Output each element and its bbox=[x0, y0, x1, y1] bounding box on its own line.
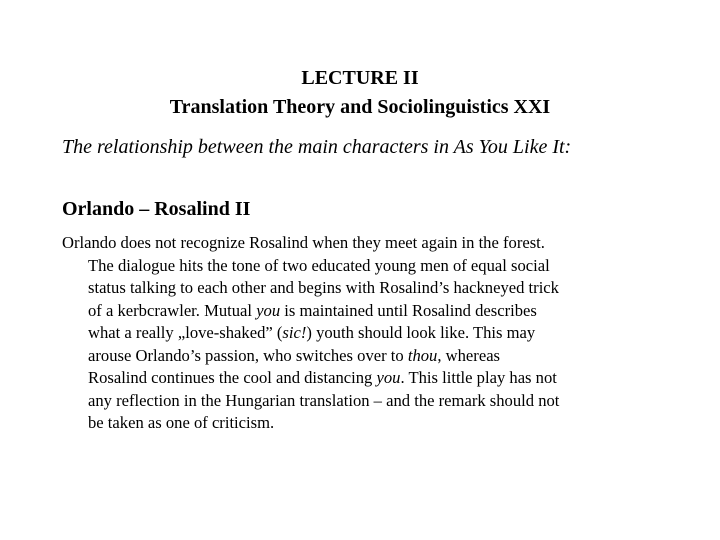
body-line-1: Orlando does not recognize Rosalind when they meet again in the forest. bbox=[62, 233, 545, 252]
slide-subtitle: The relationship between the main characters in As You Like It: bbox=[62, 136, 572, 158]
body-line-7-emphasis: you bbox=[376, 368, 401, 387]
body-line-5-text-a: what a really „love-shaked” ( bbox=[88, 323, 283, 342]
body-line-5-emphasis: sic! bbox=[282, 323, 307, 342]
body-line-8: any reflection in the Hungarian translation – and the remark should not bbox=[88, 390, 560, 410]
slide-title bbox=[60, 64, 660, 122]
body-line-7-text-a: Rosalind continues the cool and distancing bbox=[88, 368, 377, 387]
body-line-2: The dialogue hits the tone of two educated young men of equal social bbox=[88, 255, 550, 275]
body-line-6-text-b: , whereas bbox=[437, 345, 501, 365]
body-paragraph bbox=[62, 232, 674, 435]
title-line-2: Translation Theory and Sociolinguistics XXI bbox=[169, 96, 551, 118]
title-line-1: LECTURE II bbox=[301, 67, 419, 89]
body-line-7-text-b: . This little play has not bbox=[400, 368, 557, 387]
body-line-5 bbox=[62, 322, 674, 345]
body-line-3: status talking to each other and begins with Rosalind’s hackneyed trick bbox=[88, 278, 559, 297]
body-line-7 bbox=[62, 367, 674, 390]
body-line-4-emphasis: you bbox=[256, 300, 281, 320]
body-line-6-text-a: arouse Orlando’s passion, who switches over to bbox=[88, 345, 408, 365]
body-line-4-text-b: is maintained until Rosalind describes bbox=[280, 300, 537, 320]
body-line-4-text-a: of a kerbcrawler. Mutual bbox=[88, 300, 257, 320]
body-line-4 bbox=[62, 300, 674, 323]
body-line-6 bbox=[62, 345, 674, 368]
body-line-6-emphasis: thou bbox=[407, 345, 438, 365]
body-line-5-text-b: ) youth should look like. This may bbox=[306, 323, 536, 342]
section-heading: Orlando – Rosalind II bbox=[62, 198, 251, 220]
body-line-9: be taken as one of criticism. bbox=[88, 413, 275, 432]
